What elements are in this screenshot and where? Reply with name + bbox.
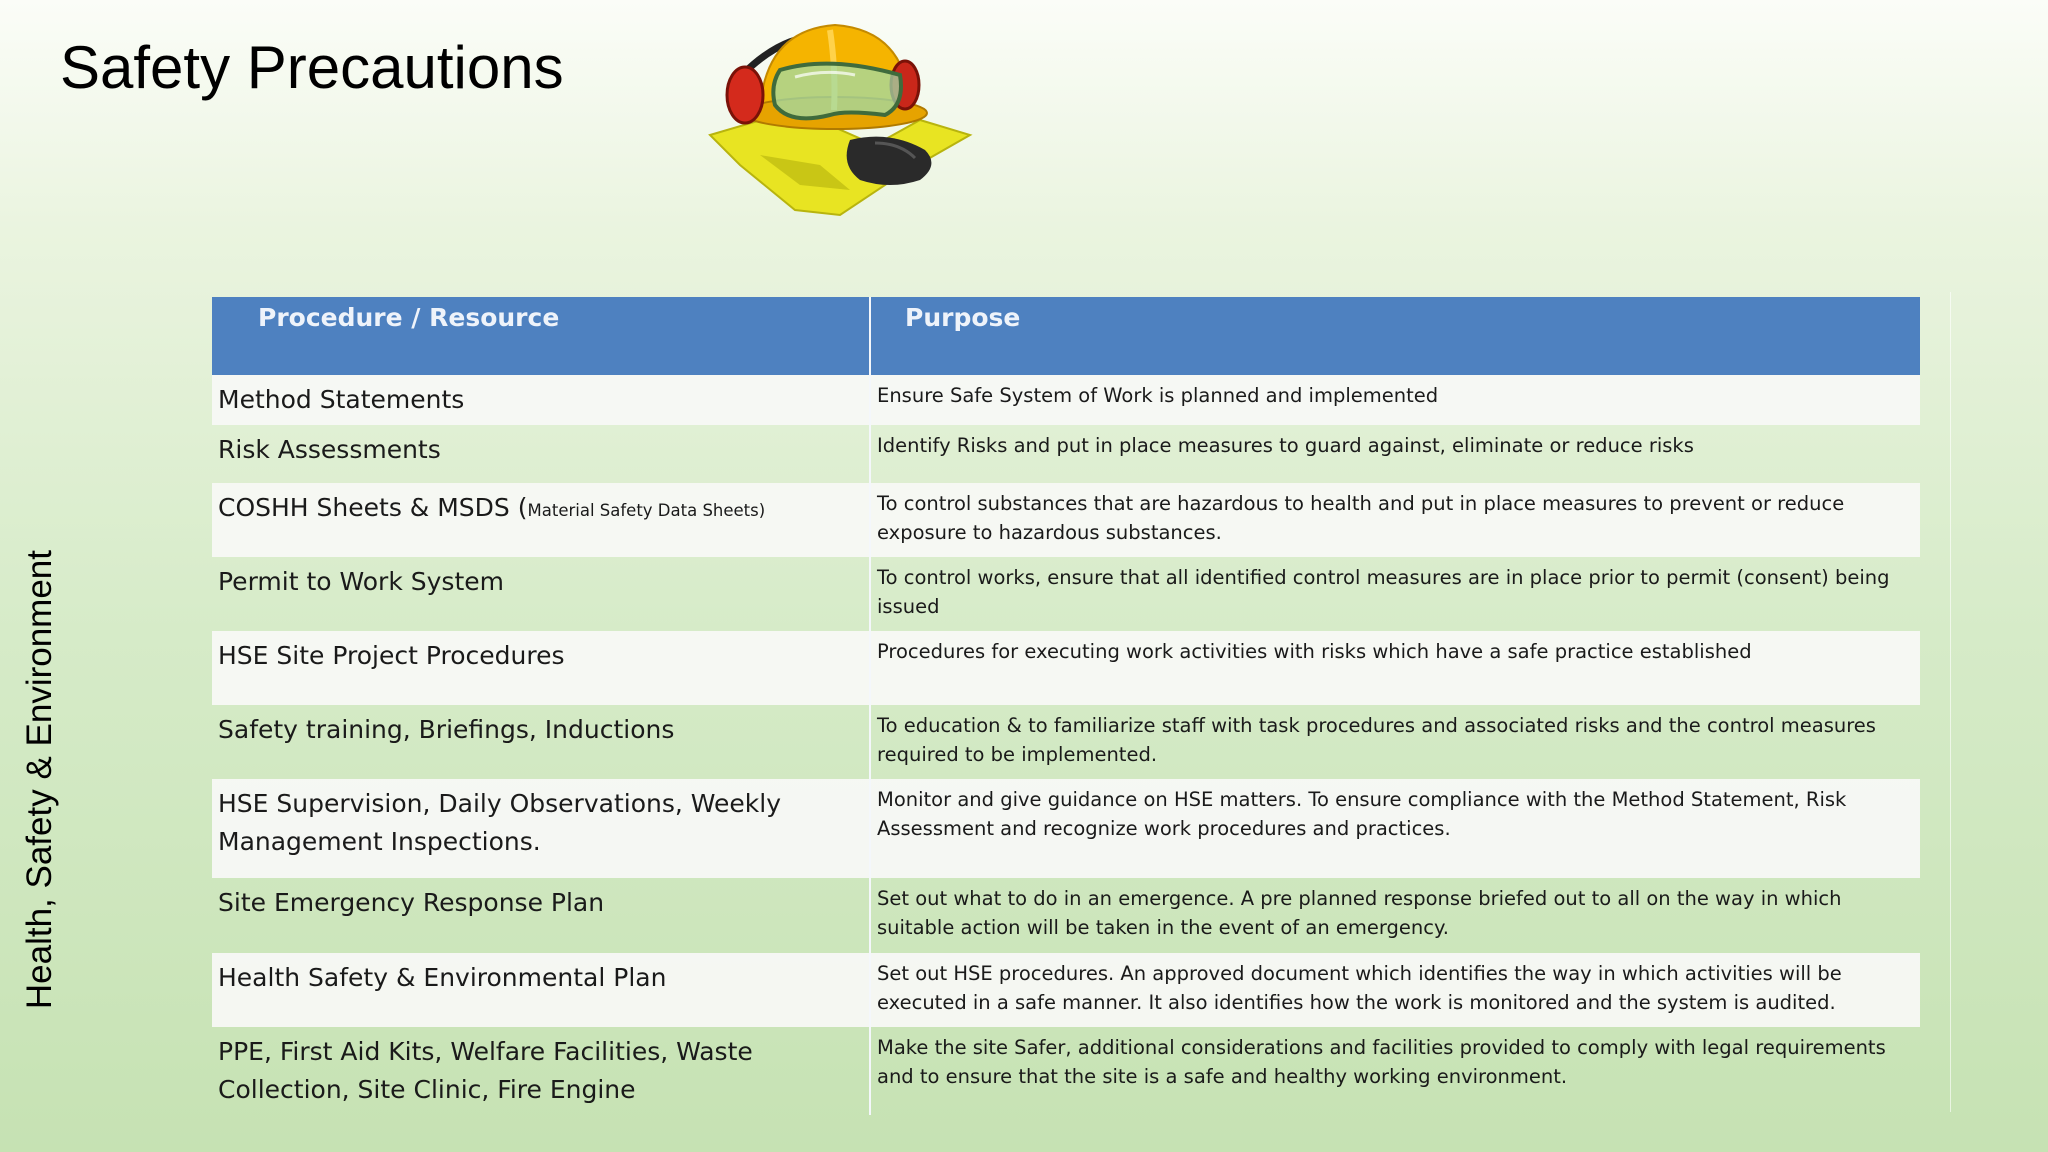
purpose-cell: Monitor and give guidance on HSE matters. To ensure compliance with the Method Statement, Risk Assessment and recognize work procedures and practices. — [870, 779, 1920, 878]
purpose-cell: Set out HSE procedures. An approved document which identifies the way in which activities will be executed in a safe manner. It also identifies how the work is monitored and the system is audited. — [870, 953, 1920, 1027]
purpose-cell: Set out what to do in an emergence. A pre planned response briefed out to all on the way in which suitable action will be taken in the event of an emergency. — [877, 887, 1842, 939]
procedure-cell: Safety training, Briefings, Inductions — [212, 705, 870, 779]
table-row — [212, 557, 1920, 631]
procedure-cell: Permit to Work System — [212, 557, 870, 631]
table-row — [212, 705, 1920, 779]
purpose-column-header: Purpose — [870, 297, 1920, 375]
right-divider — [1950, 292, 1951, 1112]
table-row — [212, 483, 1920, 557]
procedure-column-header: Procedure / Resource — [212, 297, 870, 375]
table-row — [212, 878, 1920, 953]
purpose-cell: Ensure Safe System of Work is planned and implemented — [870, 375, 1920, 425]
procedure-cell: HSE Site Project Procedures — [212, 631, 870, 705]
precautions-table-container — [212, 297, 1920, 1115]
table-row — [212, 779, 1920, 878]
procedure-cell: Method Statements — [212, 375, 870, 425]
procedure-cell: HSE Supervision, Daily Observations, Weekly Management Inspections. — [212, 779, 870, 878]
table-row — [212, 1027, 1920, 1115]
purpose-cell: Make the site Safer, additional considerations and facilities provided to comply with legal requirements and to ensure that the site is a safe and healthy working environment. — [877, 1036, 1886, 1088]
ppe-icon — [700, 15, 980, 225]
table-row — [212, 953, 1920, 1027]
side-title — [20, 110, 60, 1010]
procedure-text: COSHH Sheets & MSDS ( — [218, 493, 528, 522]
procedure-cell: Site Emergency Response Plan — [212, 878, 870, 953]
table-row — [212, 631, 1920, 705]
procedure-cell: PPE, First Aid Kits, Welfare Facilities, Waste Collection, Site Clinic, Fire Engine — [212, 1027, 870, 1115]
table-header-row — [212, 297, 1920, 375]
page-title: Safety Precautions — [60, 34, 564, 101]
purpose-cell: To control substances that are hazardous to health and put in place measures to prevent or reduce exposure to hazardous substances. — [870, 483, 1920, 557]
purpose-cell: To control works, ensure that all identified control measures are in place prior to permit (consent) being issued — [877, 566, 1890, 618]
purpose-cell: To education & to familiarize staff with task procedures and associated risks and the control measures required to be implemented. — [877, 714, 1876, 766]
side-title-text: Health, Safety & Environment — [20, 550, 59, 1010]
procedure-cell: Risk Assessments — [212, 425, 870, 483]
table-row — [212, 375, 1920, 425]
purpose-cell: Procedures for executing work activities with risks which have a safe practice established — [870, 631, 1920, 705]
procedure-note: Material Safety Data Sheets) — [527, 501, 766, 520]
precautions-table — [212, 297, 1920, 1115]
table-row — [212, 425, 1920, 483]
procedure-cell: Health Safety & Environmental Plan — [212, 953, 870, 1027]
procedure-cell — [212, 483, 870, 557]
purpose-cell: Identify Risks and put in place measures to guard against, eliminate or reduce risks — [877, 434, 1694, 457]
